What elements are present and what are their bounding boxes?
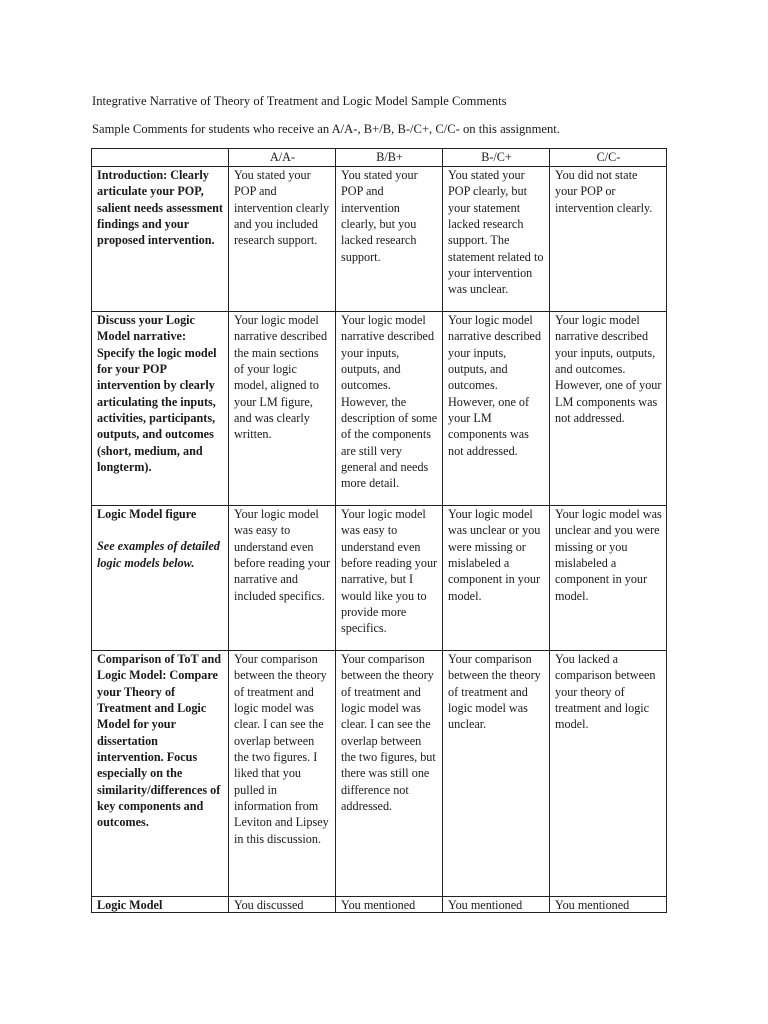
comment-text: You discussed	[234, 898, 304, 912]
comment-text: Your comparison between the theory of treatment and logic model was clear. I can see the overlap between the two figures. I liked that you pulled in information from Leviton and Lipsey in this discussion.	[234, 652, 329, 846]
criterion-note: See examples of detailed logic models below.	[97, 539, 220, 570]
comment-cell	[229, 312, 336, 506]
comment-cell	[336, 167, 443, 312]
comment-text: You lacked a comparison between your theory of treatment and logic model.	[555, 652, 656, 732]
comment-cell	[229, 651, 336, 897]
criterion-cell	[92, 167, 229, 312]
criterion-cell	[92, 312, 229, 506]
criterion-title: Discuss your Logic Model narrative: Specify the logic model for your POP intervention by clearly articulating the inputs, activities, participants, outputs, and outcomes (short, medium, and longterm).	[97, 313, 217, 475]
comment-cell	[550, 312, 667, 506]
comment-text: You mentioned	[555, 898, 630, 912]
table-row	[92, 312, 667, 506]
comment-text: Your logic model was unclear and you were missing or you mislabeled a component in your model.	[555, 507, 662, 603]
document-subtitle: Sample Comments for students who receive an A/A-, B+/B, B-/C+, C/C- on this assignment.	[92, 122, 560, 136]
comment-cell	[550, 651, 667, 897]
comment-cell	[443, 897, 550, 913]
table-header-row	[92, 149, 667, 167]
header-grade-bc: B-/C+	[443, 149, 550, 167]
table-row	[92, 167, 667, 312]
comment-cell	[336, 506, 443, 651]
comment-cell	[443, 167, 550, 312]
comment-text: Your logic model was easy to understand even before reading your narrative and included specifics.	[234, 507, 331, 603]
comment-cell	[443, 651, 550, 897]
comment-text: Your comparison between the theory of treatment and logic model was clear. I can see the overlap between the two figures, but there was still one difference not addressed.	[341, 652, 436, 814]
comment-text: You mentioned	[341, 898, 416, 912]
table-row	[92, 651, 667, 897]
criterion-cell	[92, 651, 229, 897]
comment-text: Your comparison between the theory of treatment and logic model was unclear.	[448, 652, 541, 732]
comment-text: Your logic model was unclear or you were missing or mislabeled a component in your model.	[448, 507, 541, 603]
criterion-title: Logic Model	[97, 898, 163, 912]
criterion-title: Logic Model figure	[97, 507, 197, 521]
comment-cell	[550, 506, 667, 651]
header-grade-a: A/A-	[229, 149, 336, 167]
comment-cell	[443, 312, 550, 506]
comment-text: You did not state your POP or intervention clearly.	[555, 168, 653, 215]
criterion-cell	[92, 506, 229, 651]
table-row	[92, 897, 667, 913]
comment-text: Your logic model narrative described your inputs, outputs, and outcomes. However, one of your LM components was not addressed.	[555, 313, 662, 426]
comment-cell	[443, 506, 550, 651]
comment-text: Your logic model narrative described the main sections of your logic model, aligned to your LM figure, and was clearly written.	[234, 313, 328, 442]
comment-cell	[336, 312, 443, 506]
comment-text: You stated your POP and intervention clearly, but you lacked research support.	[341, 168, 418, 264]
comment-text: Your logic model narrative described your inputs, outputs, and outcomes. However, one of your LM components was not addressed.	[448, 313, 542, 458]
header-grade-c: C/C-	[550, 149, 667, 167]
comment-cell	[336, 651, 443, 897]
criterion-title: Introduction: Clearly articulate your POP, salient needs assessment findings and your proposed intervention.	[97, 168, 223, 248]
table-row	[92, 506, 667, 651]
comment-text: You mentioned	[448, 898, 523, 912]
comment-cell	[336, 897, 443, 913]
comment-cell	[229, 897, 336, 913]
document-title: Integrative Narrative of Theory of Treatment and Logic Model Sample Comments	[92, 94, 507, 108]
criterion-cell	[92, 897, 229, 913]
comment-cell	[229, 506, 336, 651]
comment-cell	[229, 167, 336, 312]
rubric-table	[91, 148, 667, 913]
comment-cell	[550, 897, 667, 913]
comment-text: You stated your POP and intervention clearly and you included research support.	[234, 168, 330, 248]
header-grade-b: B/B+	[336, 149, 443, 167]
comment-text: Your logic model narrative described your inputs, outputs, and outcomes. However, the description of some of the components are still very general and needs more detail.	[341, 313, 438, 491]
comment-text: Your logic model was easy to understand even before reading your narrative, but I would like you to provide more specifics.	[341, 507, 438, 636]
comment-text: You stated your POP clearly, but your statement lacked research support. The statement related to your intervention was unclear.	[448, 168, 544, 297]
header-blank	[92, 149, 229, 167]
comment-cell	[550, 167, 667, 312]
criterion-title: Comparison of ToT and Logic Model: Compare your Theory of Treatment and Logic Model for your dissertation intervention. Focus especially on the similarity/differences of key components and outcomes.	[97, 652, 222, 830]
